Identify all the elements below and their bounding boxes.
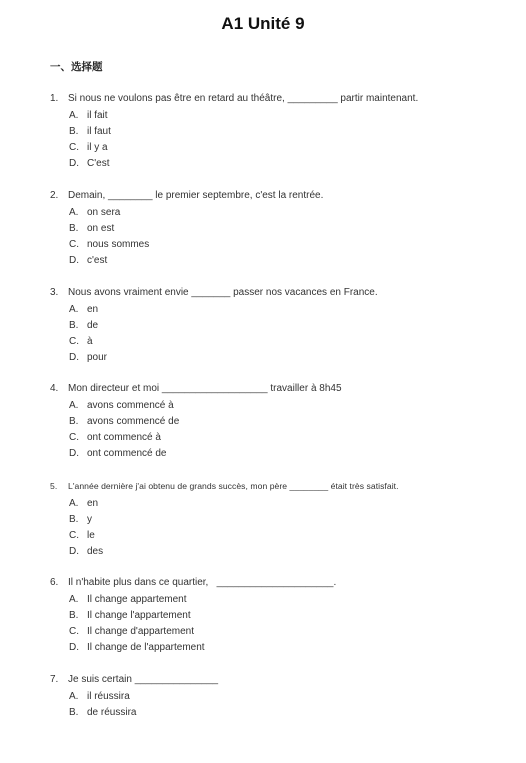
question-3: [50, 286, 490, 366]
option-text: de réussira: [87, 707, 137, 719]
option-text: Il change d'appartement: [87, 626, 194, 638]
option-d: [69, 544, 490, 560]
option-text: y: [87, 514, 92, 526]
option-a: [69, 205, 490, 221]
option-letter: B.: [69, 126, 79, 138]
option-text: il réussira: [87, 691, 130, 702]
option-letter: D.: [69, 448, 79, 460]
option-letter: C.: [69, 626, 79, 638]
option-b: [69, 318, 490, 334]
option-list: [69, 302, 490, 366]
option-text: ont commencé à: [87, 432, 161, 444]
option-letter: B.: [69, 416, 79, 428]
option-list: [69, 496, 490, 560]
option-text: de: [87, 320, 99, 332]
option-c: [69, 528, 490, 544]
question-number: 2.: [50, 190, 59, 201]
option-letter: A.: [69, 691, 79, 702]
option-b: [69, 124, 490, 140]
option-letter: A.: [69, 498, 79, 509]
question-text: [50, 576, 490, 589]
question-6: [50, 576, 490, 656]
option-text: il y a: [87, 142, 108, 154]
question-prompt: Nous avons vraiment envie _______ passer nos vacances en France.: [68, 287, 378, 298]
option-letter: C.: [69, 336, 79, 348]
option-letter: B.: [69, 610, 79, 622]
option-a: [69, 689, 490, 705]
option-letter: D.: [69, 642, 79, 654]
question-number: 4.: [50, 383, 59, 394]
option-letter: A.: [69, 400, 79, 411]
option-list: [69, 398, 490, 462]
option-letter: D.: [69, 352, 79, 364]
option-d: [69, 350, 490, 366]
question-text: [50, 480, 490, 493]
question-prompt: Il n'habite plus dans ce quartier, _____________________.: [68, 577, 337, 588]
option-letter: C.: [69, 432, 79, 444]
option-text: Il change appartement: [87, 594, 187, 605]
option-letter: A.: [69, 304, 79, 315]
option-text: nous sommes: [87, 239, 150, 251]
question-7: [50, 673, 490, 721]
option-letter: A.: [69, 110, 79, 121]
option-text: ont commencé de: [87, 448, 167, 460]
question-2: [50, 189, 490, 269]
option-text: avons commencé à: [87, 400, 174, 411]
option-c: [69, 624, 490, 640]
option-letter: C.: [69, 142, 79, 154]
option-a: [69, 496, 490, 512]
question-5: [50, 480, 490, 560]
option-a: [69, 302, 490, 318]
option-text: on sera: [87, 207, 121, 218]
option-list: [69, 108, 490, 172]
question-prompt: Mon directeur et moi ___________________ travailler à 8h45: [68, 383, 342, 394]
page-title: A1 Unité 9: [221, 14, 305, 33]
option-text: Il change l'appartement: [87, 610, 191, 622]
option-letter: A.: [69, 594, 79, 605]
option-a: [69, 592, 490, 608]
option-text: en: [87, 304, 99, 315]
option-list: [69, 205, 490, 269]
option-text: des: [87, 546, 104, 558]
option-text: Il change de l'appartement: [87, 642, 205, 654]
option-list: [69, 592, 490, 656]
option-d: [69, 446, 490, 462]
question-text: [50, 382, 490, 395]
question-text: [50, 673, 490, 686]
option-letter: B.: [69, 320, 79, 332]
option-letter: D.: [69, 255, 79, 267]
option-d: [69, 156, 490, 172]
question-text: [50, 286, 490, 299]
option-letter: B.: [69, 223, 79, 235]
question-prompt: Demain, ________ le premier septembre, c'est la rentrée.: [68, 190, 324, 201]
question-1: [50, 92, 490, 172]
option-letter: B.: [69, 707, 79, 719]
option-d: [69, 253, 490, 269]
question-4: [50, 382, 490, 462]
section-heading: 一、选择题: [50, 61, 103, 73]
question-prompt: Si nous ne voulons pas être en retard au théâtre, _________ partir maintenant.: [68, 93, 419, 104]
option-a: [69, 108, 490, 124]
option-text: le: [87, 530, 95, 542]
option-letter: C.: [69, 239, 79, 251]
option-letter: C.: [69, 530, 79, 542]
question-prompt: Je suis certain _______________: [68, 674, 219, 685]
option-c: [69, 430, 490, 446]
option-letter: A.: [69, 207, 79, 218]
question-number: 7.: [50, 674, 59, 685]
option-list: [69, 689, 490, 721]
option-text: en: [87, 498, 99, 509]
option-a: [69, 398, 490, 414]
option-text: C'est: [87, 158, 110, 170]
option-letter: B.: [69, 514, 79, 526]
option-b: [69, 221, 490, 237]
option-b: [69, 608, 490, 624]
option-c: [69, 237, 490, 253]
question-text: [50, 92, 490, 105]
question-number: 5.: [50, 481, 58, 491]
option-b: [69, 414, 490, 430]
option-c: [69, 334, 490, 350]
option-text: c'est: [87, 255, 108, 267]
option-b: [69, 705, 490, 721]
question-number: 3.: [50, 287, 59, 298]
option-d: [69, 640, 490, 656]
option-text: il faut: [87, 126, 111, 138]
option-text: pour: [87, 352, 108, 364]
option-letter: D.: [69, 158, 79, 170]
option-text: avons commencé de: [87, 416, 180, 428]
question-text: [50, 189, 490, 202]
question-number: 6.: [50, 577, 59, 588]
option-text: il fait: [87, 110, 108, 121]
option-c: [69, 140, 490, 156]
option-text: à: [87, 336, 93, 348]
option-letter: D.: [69, 546, 79, 558]
option-b: [69, 512, 490, 528]
question-prompt: L'année dernière j'ai obtenu de grands succès, mon père ________ était très satisfait.: [68, 481, 399, 491]
option-text: on est: [87, 223, 115, 235]
question-number: 1.: [50, 93, 59, 104]
